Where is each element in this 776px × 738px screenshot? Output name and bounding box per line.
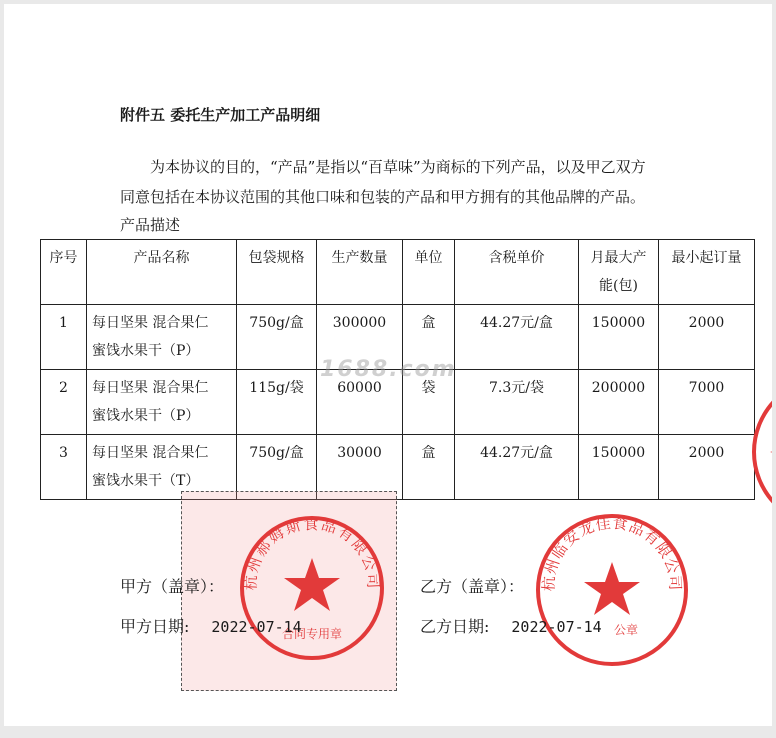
party-a-date-value: 2022-07-14 <box>211 618 302 636</box>
seal-sub-label: 公章 <box>613 623 639 637</box>
cell-monthly-max: 200000 <box>579 370 659 435</box>
party-b-date-value: 2022-07-14 <box>511 618 602 636</box>
cell-monthly-max: 150000 <box>579 435 659 500</box>
header-seq: 序号 <box>41 240 87 305</box>
seal-star-icon <box>584 562 640 615</box>
document-page <box>4 4 772 726</box>
cell-name-line1: 每日坚果 混合果仁 <box>92 380 209 396</box>
intro-line-1: 为本协议的目的，“产品”是指以“百草味”为商标的下列产品，以及甲乙双方 <box>150 158 646 176</box>
seal-star-icon <box>284 558 340 611</box>
header-monthly-max <box>579 240 659 305</box>
product-description-heading: 产品描述 <box>120 216 181 234</box>
party-a-stamp-label: 甲方（盖章）： <box>120 577 225 596</box>
cell-name <box>87 305 237 370</box>
cell-price: 7.3元/袋 <box>455 370 579 435</box>
cell-price: 44.27元/盒 <box>455 435 579 500</box>
cell-name-line2: 蜜饯水果干（T） <box>92 473 200 489</box>
intro-line-2: 同意包括在本协议范围的其他口味和包装的产品和甲方拥有的其他品牌的产品。 <box>120 188 646 206</box>
header-min-order: 最小起订量 <box>659 240 755 305</box>
intro-paragraph <box>120 152 680 212</box>
party-b-seal <box>534 512 690 668</box>
party-b-date-label: 乙方日期: <box>420 617 490 636</box>
cell-unit: 袋 <box>403 370 455 435</box>
cell-unit: 盒 <box>403 435 455 500</box>
cell-name-line2: 蜜饯水果干（P） <box>92 343 200 359</box>
header-monthly-max-line1: 月最大产 <box>590 250 647 266</box>
cell-qty: 60000 <box>317 370 403 435</box>
table-row <box>41 435 755 500</box>
party-a-date-row <box>120 614 302 637</box>
seal-company-name: 杭州郝姆斯食品有限公司 <box>241 514 383 591</box>
cell-name <box>87 435 237 500</box>
cell-monthly-max: 150000 <box>579 305 659 370</box>
header-price: 含税单价 <box>455 240 579 305</box>
party-a-seal <box>238 514 386 662</box>
party-a-date-label: 甲方日期: <box>120 617 190 636</box>
partial-seal <box>752 372 772 532</box>
party-b-date-row <box>420 614 602 637</box>
cell-name-line1: 每日坚果 混合果仁 <box>92 315 209 331</box>
seal-sub-label: 合同专用章 <box>281 627 343 641</box>
cell-seq: 2 <box>41 370 87 435</box>
watermark: 1688.com <box>320 357 457 382</box>
cell-spec: 115g/袋 <box>237 370 317 435</box>
header-spec: 包袋规格 <box>237 240 317 305</box>
cell-seq: 3 <box>41 435 87 500</box>
document-title: 附件五 委托生产加工产品明细 <box>120 106 321 124</box>
cell-price: 44.27元/盒 <box>455 305 579 370</box>
header-name: 产品名称 <box>87 240 237 305</box>
header-unit: 单位 <box>403 240 455 305</box>
cell-min-order: 7000 <box>659 370 755 435</box>
table-header-row <box>41 240 755 305</box>
cell-qty: 30000 <box>317 435 403 500</box>
cell-unit: 盒 <box>403 305 455 370</box>
cell-name-line2: 蜜饯水果干（P） <box>92 408 200 424</box>
cell-spec: 750g/盒 <box>237 435 317 500</box>
partial-seal-star-icon <box>770 434 772 470</box>
seal-company-name: 杭州临安龙佳食品有限公司 <box>539 513 685 592</box>
party-b-stamp-label: 乙方（盖章）： <box>420 577 525 596</box>
cell-spec: 750g/盒 <box>237 305 317 370</box>
cell-min-order: 2000 <box>659 435 755 500</box>
cell-min-order: 2000 <box>659 305 755 370</box>
cell-qty: 300000 <box>317 305 403 370</box>
cell-name <box>87 370 237 435</box>
header-monthly-max-line2: 能(包) <box>599 278 638 294</box>
cell-name-line1: 每日坚果 混合果仁 <box>92 445 209 461</box>
cell-seq: 1 <box>41 305 87 370</box>
header-qty: 生产数量 <box>317 240 403 305</box>
